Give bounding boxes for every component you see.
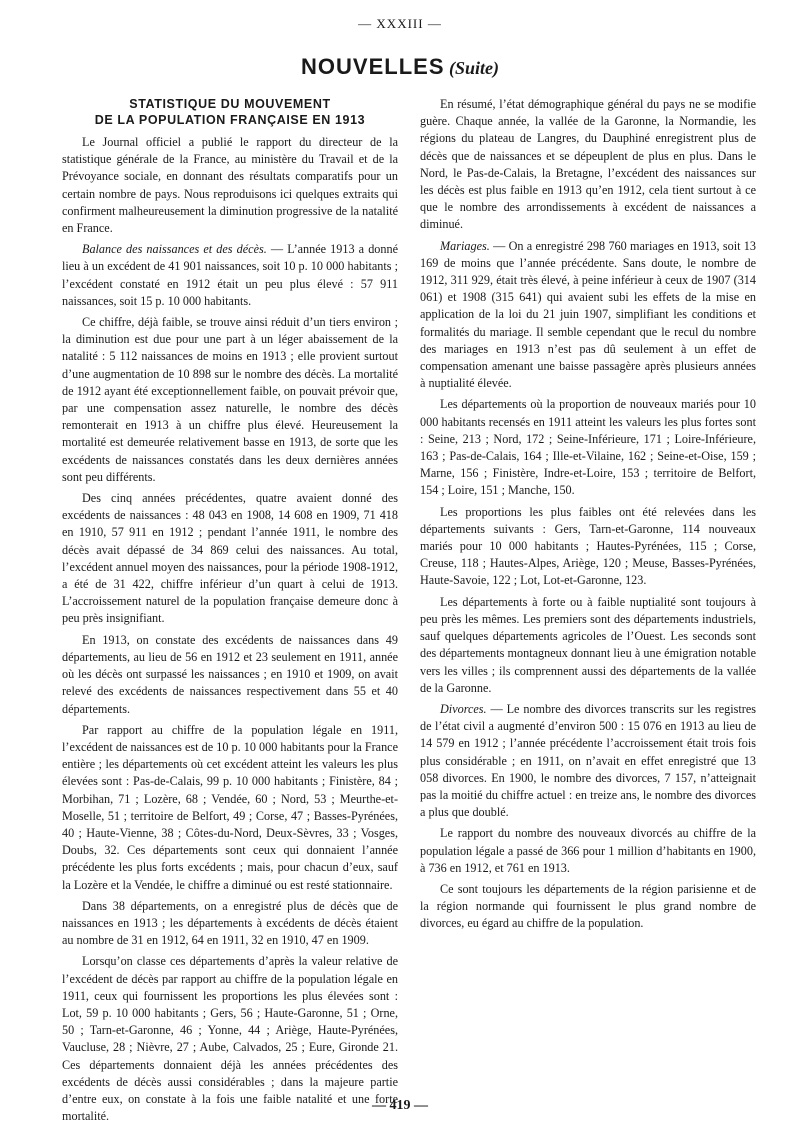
column-left [62, 96, 398, 1129]
paragraph-balance-text: — L’année 1913 a donné lieu à un excédent de 41 901 naissances, soit 10 p. 10 000 habitants ; l’excédent constaté en 1912 était un peu plus élevé : 57 911 naissances, soit 15 p. 10 000 habitants. [62, 242, 399, 308]
section-title [0, 54, 800, 80]
paragraph-divorces-text: — Le nombre des divorces transcrits sur les registres de l’état civil a augmenté d’environ 500 : 15 076 en 1913 au lieu de 14 579 en 1912 ; l’année précédente l’accroissement était trois fois plus considérable ; en 1911, on n’avait en effet enregistré que 13 058 divorces. En 1900, le nombre des divorces, 7 157, n’atteignait pas la moitié du chiffre actuel : en treize ans, le nombre des divorces a plus que doublé. [420, 701, 756, 820]
paragraph-nuptialite-forte: Les départements où la proportion de nouveaux mariés pour 10 000 habitants recensés en 1911 atteint les valeurs les plus fortes sont : Seine, 213 ; Nord, 172 ; Seine-Inférieure, 171 ; Loire-Inférieure, 163 ; Pas-de-Calais, 164 ; Ille-et-Vilaine, 162 ; Seine-et-Oise, 159 ; Marne, 156 ; Finistère, Indre-et-Loire, 153 ; territoire de Belfort, 154 ; Loire, 151 ; Manche, 150. [420, 397, 756, 498]
paragraph-divorces [420, 701, 756, 821]
section-title-main: NOUVELLES [301, 54, 445, 79]
paragraph-nuptialite-faible: Les proportions les plus faibles ont été relevées dans les départements suivants : Gers, Tarn-et-Garonne, 114 nouveaux mariés pour 10 000 habitants ; Hautes-Pyrénées, 115 ; Corse, Creuse, 118 ; Hautes-Alpes, Ariège, 120 ; Meuse, Basses-Pyrénées, Haute-Savoie, 122 ; Lot, Lot-et-Garonne, 123. [420, 504, 756, 588]
paragraph-cinq-annees: Des cinq années précédentes, quatre avaient donné des excédents de naissances : 48 043 en 1908, 14 608 en 1909, 71 418 en 1910, 57 911 en 1912 ; pendant l’année 1911, le nombre des décès avait dépassé de 34 869 celui des naissances. Au total, l’excédent annuel moyen des naissances, pour la période 1908-1912, a été de 31 422, chiffre inférieur d’un quart à celui de 1913. L’accroissement naturel de la population française demeure donc à peu près insignifiant. [62, 491, 398, 626]
article-title-line-1: STATISTIQUE DU MOUVEMENT [129, 97, 331, 111]
paragraph-balance [62, 241, 398, 310]
paragraph-chiffre: Ce chiffre, déjà faible, se trouve ainsi réduit d’un tiers environ ; la diminution est due pour une part à un léger abaissement de la natalité : 5 112 naissances de moins en 1913 ; elle provient surtout d’une augmentation de 10 898 sur le nombre des décès. La mortalité de 1912 ayant été exceptionnellement faible, on pouvait prévoir que, par une compensation assez naturelle, le nombre des décès remonterait en 1913 à un chiffre plus élevé. Heureusement la mortalité est demeurée relativement basse en 1913, de sorte que les excédents de naissances constatés dans les deux dernières années sont peu différents. [62, 315, 398, 484]
article-title-line-2: DE LA POPULATION FRANÇAISE EN 1913 [94, 113, 366, 127]
paragraph-rapport-population: Par rapport au chiffre de la population légale en 1911, l’excédent de naissances est de 10 p. 10 000 habitants pour la France entière ; les départements où cet excédent atteint les valeurs les plus élevées sont : Pas-de-Calais, 99 p. 10 000 habitants ; Finistère, 84 ; Morbihan, 71 ; Lozère, 68 ; Vendée, 60 ; Nord, 53 ; Meurthe-et-Moselle, 51 ; territoire de Belfort, 49 ; Corse, 47 ; Basses-Pyrénées, 40 ; Haute-Vienne, 38 ; Côtes-du-Nord, Deux-Sèvres, 33 ; Vosges, Doubs, 32. Ces départements sont ceux qui donnaient l’année précédente les plus forts excédents ; mais, pour chacun d’eux, sauf la Lozère et la Vendée, le chiffre a diminué ou est resté stationnaire. [62, 722, 398, 892]
article-title [62, 96, 398, 128]
paragraph-departements-nuptialite: Les départements à forte ou à faible nuptialité sont toujours à peu près les mêmes. Les premiers sont des départements industriels, sauf quelques départements agricoles de l’Ouest. Les seconds sont des départements montagneux donnant lieu à une émigration notable vers les villes ; ils comprennent aussi des départements de la vallée de la Garonne. [420, 594, 756, 695]
paragraph-rapport-divorces: Le rapport du nombre des nouveaux divorcés au chiffre de la population légale a passé de 366 pour 1 million d’habitants en 1900, à 736 en 1912, et 761 en 1913. [420, 826, 756, 875]
paragraph-resume: En résumé, l’état démographique général du pays ne se modifie guère. Chaque année, la vallée de la Garonne, la Normandie, les régions du plateau de Langres, du Dauphiné enregistrent plus de décès que de naissances et se dépeuplent de plus en plus. Dans le Nord, le Pas-de-Calais, la Bretagne, l’excédent des naissances sur les décès est plus faible en 1913 qu’en 1912, cela tient surtout à ce que le nombre des arrondissements à excédent de naissances a diminué. [420, 97, 756, 232]
page-number: — 419 — [372, 1098, 428, 1113]
lead-divorces: Divorces. [440, 701, 487, 716]
paragraph-intro: Le Journal officiel a publié le rapport du directeur de la statistique générale de la France, au ministère du Travail et de la Prévoyance sociale, en donnant des résultats comparatifs pour un certain nombre de pays. Nous reproduisons ici quelques extraits qui confirment malheureusement la diminution progressive de la natalité en France. [62, 135, 398, 236]
paragraph-38-departements: Dans 38 départements, on a enregistré plus de décès que de naissances en 1913 ; les départements à excédents de décès étaient au nombre de 31 en 1912, 64 en 1911, 32 en 1910, 47 en 1909. [62, 898, 398, 948]
paragraph-region-parisienne: Ce sont toujours les départements de la région parisienne et de la région normande qui fournissent le plus grand nombre de divorces, eu égard au chiffre de la population. [420, 881, 756, 931]
page-header-roman: — XXXIII — [358, 16, 442, 31]
paragraph-1913-excedents: En 1913, on constate des excédents de naissances dans 49 départements, au lieu de 56 en 1912 et 23 seulement en 1911, année où les décès ont surpassé les naissances ; en 1910 et 1909, on avait relevé des excédents de naissances respectivement dans 55 et 40 départements. [62, 632, 398, 716]
column-right [420, 96, 756, 937]
paragraph-mariages-text: — On a enregistré 298 760 mariages en 1913, soit 13 169 de moins que l’année précédente. Sans doute, le nombre de 1912, 311 929, était très élevé, à peine inférieur à ceux de 1907 (314 061) et 1908 (315 641) qui avaient subi les effets de la mise en application de la loi du 21 juin 1907, simplifiant les conditions et formalités du mariage. Il semble cependant que le recul du nombre des mariages en 1913 n’est pas dû seulement à un effet de compensation amenant une baisse passagère après plusieurs années à nuptialité élevée. [420, 238, 756, 391]
lead-mariages: Mariages. [440, 238, 490, 253]
section-title-subtitle: (Suite) [448, 58, 499, 78]
paragraph-classement: Lorsqu’on classe ces départements d’après la valeur relative de l’excédent de décès par rapport au chiffre de la population légale en 1911, ceux qui fournissent les proportions les plus élevées sont : Lot, 59 p. 10 000 habitants ; Gers, 56 ; Haute-Garonne, 51 ; Orne, 50 ; Tarn-et-Garonne, 46 ; Yonne, 44 ; Ariège, Haute-Pyrénées, Vaucluse, 28 ; Nièvre, 27 ; Aube, Calvados, 25 ; Eure, Gironde 21. Ces départements donnaient déjà les années précédentes des excédents de décès aussi considérables ; dans la majeure partie d’entre eux, on constate à la fois une faible natalité et une forte mortalité. [62, 954, 398, 1124]
paragraph-mariages [420, 238, 756, 393]
lead-balance: Balance des naissances et des décès. [82, 242, 267, 257]
